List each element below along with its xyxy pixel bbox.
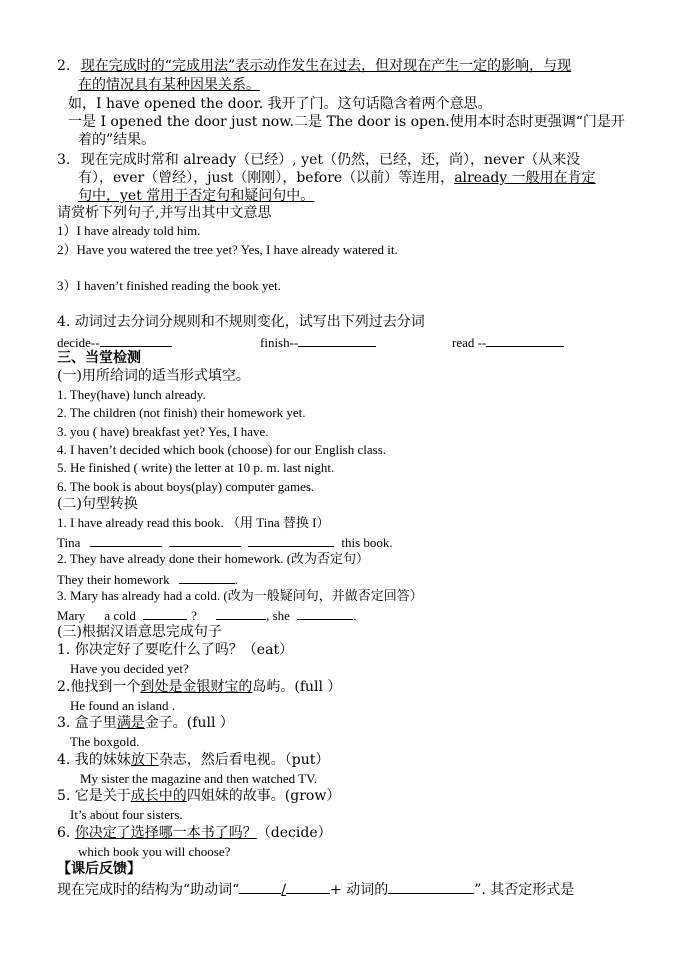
s3-text-3: 句中，yet 常用于否定句和疑问句中。 [78,188,315,204]
q6-underline: 你决定了选择哪一本书了吗？ [74,825,257,841]
part2-answer-1-end: this book. [341,535,393,550]
feedback-title: 【课后反馈】 [57,861,141,877]
answer-blank[interactable] [169,534,241,547]
feedback-blank-2[interactable] [286,881,330,894]
answer-blank[interactable] [179,571,235,584]
q2-prefix: 2.他找到一个 [57,679,141,695]
part2-answer-3-she: , she [266,608,290,623]
s4-finish-label: finish-- [260,335,299,350]
s2-example: 如，I have opened the door. 我开了门。这句话隐含着两个意思。 [68,96,492,112]
part3-question-4 [57,753,329,767]
answer-blank[interactable] [216,607,266,620]
part3-question-2 [57,680,341,694]
q3-underline: 满是 [116,715,145,731]
answer-blank[interactable] [248,534,334,547]
q5-underline: 成长中的 [130,788,187,804]
part3-heading: (三)根据汉语意思完成句子 [57,624,222,640]
s3-text-2: 有），ever（曾经），just（刚刚），before（以前）等连用， [78,170,455,186]
part2-answer-3-cold: a cold [104,608,136,623]
q2-underline-1: 到处是 [140,679,183,695]
part2-question-1: 1. I have already read this book. （用 Tina 替换 I） [57,515,330,530]
s3-text-1: 现在完成时常和 already（已经）, yet（仍然，已经，还，尚），never（从来没 [80,152,581,168]
q5-suffix: 四姐妹的故事。(grow） [186,788,341,804]
part3-question-1: 1. 你决定好了要吃什么了吗？（eat） [57,642,294,658]
s4-read [452,334,564,349]
s4-finish [260,334,376,349]
part2-question-2: 2. They have already done their homework. (改为否定句） [57,551,370,566]
answer-blank[interactable] [297,607,353,620]
feedback-line [57,881,574,897]
part1-item: 5. He finished ( write) the letter at 10 p. m. last night. [57,460,335,475]
s4-finish-blank[interactable] [298,334,376,347]
part3-answer-1: Have you decided yet? [70,661,189,676]
s2-meaning: 一是 I opened the door just now.二是 The door is open.使用本时态时更强调“门是开 [68,114,625,130]
analysis-item: 1）I have already told him. [57,223,201,238]
part1-heading: (一)用所给词的适当形式填空。 [57,368,250,384]
feedback-slash: / [281,882,287,898]
s4-decide [57,334,172,349]
s2-text-1: 现在完成时的“完成用法”表示动作发生在过去，但对现在产生一定的影响，与现 [80,58,572,74]
part2-heading: (二)句型转换 [57,496,138,512]
s3-number: 3. [57,152,71,168]
q2-suffix: 岛屿。(full ） [252,679,342,695]
q6-prefix: 6. [57,825,75,841]
s4-decide-label: decide-- [57,335,100,350]
part2-answer-1 [57,534,393,549]
part2-answer-2-start: They their homework [57,572,170,587]
part3-answer-5: It’s about four sisters. [70,807,183,822]
s2-result: 着的”结果。 [78,132,156,148]
s4-read-label: read -- [452,335,487,350]
s4-decide-blank[interactable] [100,334,172,347]
feedback-text-c: ”. 其否定形式是 [474,882,575,898]
part1-item: 1. They(have) lunch already. [57,387,206,402]
q3-prefix: 3. 盒子里 [57,715,117,731]
part3-question-5 [57,789,340,803]
part3-answer-6: which book you will choose? [78,844,231,859]
s3-line2 [78,171,596,185]
part2-answer-1-start: Tina [57,535,81,550]
q4-suffix: 杂志，然后看电视。（put） [158,752,330,768]
part1-item: 4. I haven’t decided which book (choose) for our English class. [57,442,387,457]
answer-blank[interactable] [90,534,162,547]
part1-item: 6. The book is about boys(play) computer games. [57,479,315,494]
s2-line1 [57,59,571,73]
part3-answer-3: The boxgold. [70,734,140,749]
analysis-item: 2）Have you watered the tree yet? Yes, I have already watered it. [57,242,398,257]
part3-question-6 [57,826,332,840]
part2-answer-3-mary: Mary [57,608,86,623]
q4-prefix: 4. 我的妹妹 [57,752,131,768]
q4-underline: 放下 [130,752,159,768]
part2-answer-3: Mary a cold ? , she . [57,608,357,623]
s2-number: 2. [57,58,71,74]
feedback-text-a: 现在完成时的结构为“助动词“ [57,882,240,898]
part3-question-3 [57,716,234,730]
q5-prefix: 5. 它是关于 [57,788,131,804]
part3-answer-2: He found an island . [70,698,176,713]
s2-text-2: 在的情况具有某种因果关系。 [78,77,260,93]
part1-item: 3. you ( have) breakfast yet? Yes, I have. [57,424,269,439]
feedback-blank-3[interactable] [388,881,474,894]
part2-question-3: 3. Mary has already had a cold. (改为一般疑问句，并做否定回答） [57,588,423,603]
part2-answer-3-qmark: ? [191,608,197,623]
part3-answer-4: My sister the magazine and then watched TV. [80,771,318,786]
q6-suffix: （decide） [256,825,332,841]
analysis-item: 3）I haven’t finished reading the book yet. [57,278,281,293]
feedback-blank-1[interactable] [239,881,281,894]
q2-underline-2: 金银财宝的 [182,679,253,695]
s4-title: 4. 动词过去分词分规则和不规则变化，试写出下列过去分词 [57,314,425,330]
s3-text-2-underlined: already 一般用在肯定 [454,170,596,186]
answer-blank[interactable] [143,607,187,620]
part2-answer-2: They their homework . [57,572,239,587]
part1-item: 2. The children (not finish) their homework yet. [57,405,306,420]
section3-title: 三、当堂检测 [57,350,141,366]
feedback-text-b: + 动词的 [330,882,389,898]
q3-suffix: 金子。(full ） [144,715,234,731]
s4-read-blank[interactable] [486,334,564,347]
s3-line1 [57,153,580,167]
analysis-heading: 请赏析下列句子,并写出其中文意思 [57,205,272,221]
